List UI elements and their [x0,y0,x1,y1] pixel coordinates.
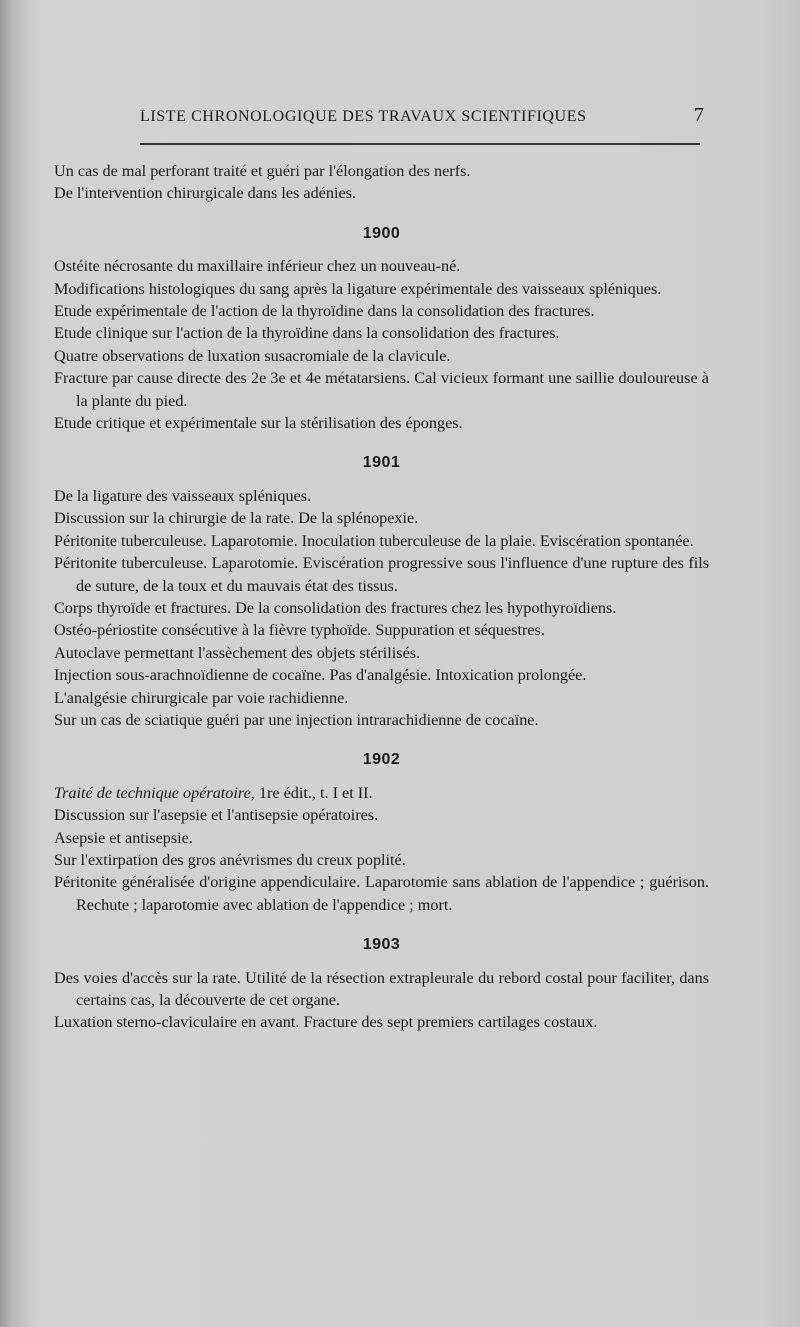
year-heading-1900: 1900 [362,224,401,242]
list-item: Corps thyroïde et fractures. De la consolidation des fractures chez les hypothyroïdiens. [54,598,617,617]
list-item: Luxation sterno-claviculaire en avant. Fracture des sept premiers cartilages costaux. [54,1013,598,1032]
book-title: Traité de technique opératoire, [54,783,255,802]
page-header [0,104,800,138]
list-item: Des voies d'accès sur la rate. Utilité de la résection extrapleurale du rebord costal pour faciliter, dans certains cas, la découverte de cet organe. [54,968,709,1009]
list-item: Quatre observations de luxation susacromiale de la clavicule. [54,346,451,365]
list-item: De l'intervention chirurgicale dans les adénies. [54,184,356,203]
list-item: Discussion sur la chirurgie de la rate. De la splénopexie. [54,509,419,528]
list-item: Discussion sur l'asepsie et l'antisepsie opératoires. [54,806,379,825]
list-item: De la ligature des vaisseaux spléniques. [54,486,312,505]
list-item: Etude critique et expérimentale sur la stérilisation des éponges. [54,414,463,433]
list-item: Sur l'extirpation des gros anévrismes du creux poplité. [54,850,406,869]
list-item: Péritonite tuberculeuse. Laparotomie. Inoculation tuberculeuse de la plaie. Eviscération spontanée. [54,531,694,550]
list-item: Etude clinique sur l'action de la thyroïdine dans la consolidation des fractures. [54,324,560,343]
page-number: 7 [694,104,704,126]
running-title: LISTE CHRONOLOGIQUE DES TRAVAUX SCIENTIFIQUES [140,108,587,125]
list-item [54,782,709,804]
year-heading-1901: 1901 [362,454,401,472]
list-item: Asepsie et antisepsie. [54,828,193,847]
edition-info: 1re édit., t. I et II. [254,783,373,802]
list-item: Autoclave permettant l'assèchement des objets stérilisés. [54,643,421,662]
header-rule [140,143,700,145]
list-item: Etude expérimentale de l'action de la thyroïdine dans la consolidation des fractures. [54,302,595,321]
list-item: Fracture par cause directe des 2e 3e et 4e métatarsiens. Cal vicieux formant une saillie douloureuse à la plante du pied. [54,369,709,410]
list-item: Injection sous-arachnoïdienne de cocaïne. Pas d'analgésie. Intoxication prolongée. [54,666,587,685]
list-item: Modifications histologiques du sang après la ligature expérimentale des vaisseaux spléniques. [54,279,662,298]
list-item: Péritonite tuberculeuse. Laparotomie. Eviscération progressive sous l'influence d'une rupture des fils de suture, de la toux et du mauvais état des tissus. [54,554,709,595]
list-item: Péritonite généralisée d'origine appendiculaire. Laparotomie sans ablation de l'appendice ; guérison. Rechute ; laparotomie avec ablation de l'appendice ; mort. [54,873,709,914]
list-item: Un cas de mal perforant traité et guéri par l'élongation des nerfs. [54,162,471,180]
list-item: Ostéo-périostite consécutive à la fièvre typhoïde. Suppuration et séquestres. [54,621,545,640]
year-heading-1903: 1903 [362,936,401,954]
list-item: Ostéite nécrosante du maxillaire inférieur chez un nouveau-né. [54,257,461,276]
list-item: Sur un cas de sciatique guéri par une injection intrarachidienne de cocaïne. [54,710,539,729]
list-item: L'analgésie chirurgicale par voie rachidienne. [54,688,349,707]
bibliography-list [54,160,709,1034]
year-heading-1902: 1902 [362,751,401,769]
